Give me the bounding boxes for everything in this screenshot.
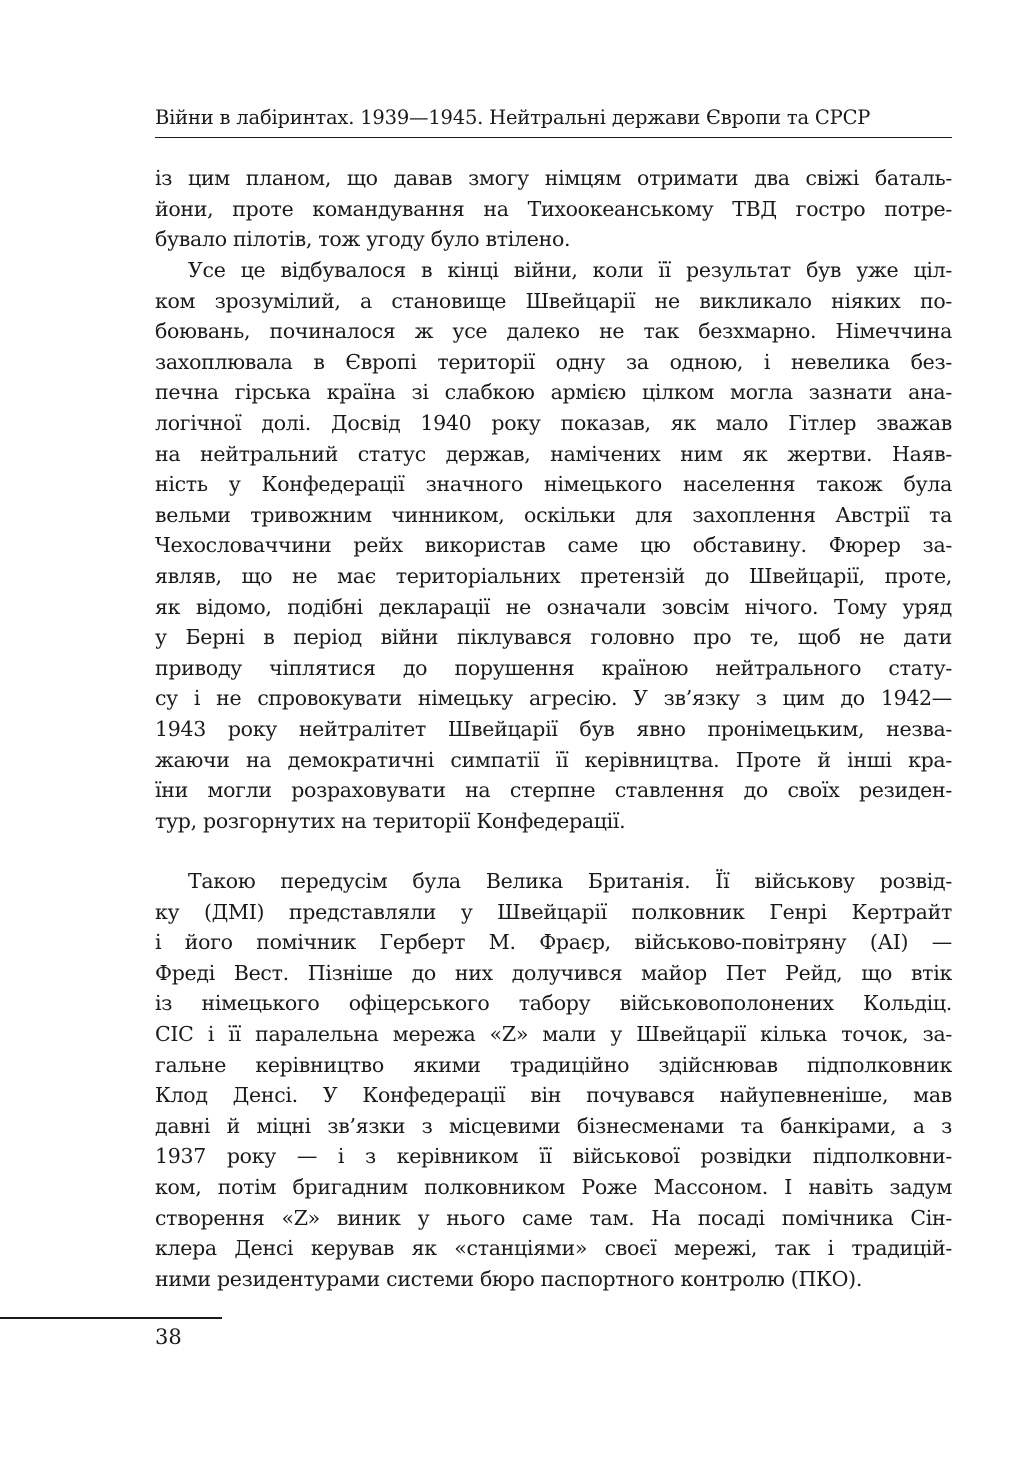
page-number: 38 bbox=[155, 1325, 182, 1349]
text-line: являв, що не має територіальних претензій до Швейцарії, проте, bbox=[155, 563, 952, 588]
paragraph-continuation bbox=[155, 163, 952, 255]
text-line: ком зрозумілий, а становище Швейцарії не викликало ніяких по- bbox=[155, 288, 952, 313]
text-line: із цим планом, що давав змогу німцям отримати два свіжі баталь- bbox=[155, 166, 952, 190]
text-line: давні й міцні зв’язки з місцевими бізнесменами та банкірами, а з bbox=[155, 1113, 952, 1138]
text-line: і його помічник Герберт М. Фраєр, військово-повітряну (АІ) — bbox=[155, 930, 952, 955]
text-line: як відомо, подібні декларації не означали зовсім нічого. Тому уряд bbox=[155, 594, 952, 619]
text-line: ком, потім бригадним полковником Роже Массоном. І навіть задум bbox=[155, 1174, 952, 1199]
text-line: гальне керівництво якими традиційно здійснював підполковник bbox=[155, 1052, 952, 1077]
paragraph-great-britain bbox=[155, 866, 952, 1294]
text-line: вельми тривожним чинником, оскільки для захоплення Австрії та bbox=[155, 502, 952, 527]
text-line: на нейтральний статус держав, намічених ним як жертви. Наяв- bbox=[155, 441, 952, 466]
paragraph-switzerland-neutrality bbox=[155, 255, 952, 836]
text-line: 1937 року — і з керівником її військової розвідки підполковни- bbox=[155, 1144, 952, 1169]
text-line: жаючи на демократичні симпатії її керівництва. Проте й інші кра- bbox=[155, 747, 952, 772]
text-line: йони, проте командування на Тихоокеанському ТВД гостро потре- bbox=[155, 196, 952, 221]
text-line: клера Денсі керував як «станціями» своєї мережі, так і традицій- bbox=[155, 1236, 952, 1261]
text-line: Чехословаччини рейх використав саме цю обставину. Фюрер за- bbox=[155, 533, 952, 558]
text-line: Усе це відбувалося в кінці війни, коли її результат був уже ціл- bbox=[188, 258, 952, 282]
text-line: ність у Конфедерації значного німецького населення також була bbox=[155, 472, 952, 497]
text-line: бувало пілотів, тож угоду було втілено. bbox=[155, 227, 571, 252]
text-line: СІС і її паралельна мережа «Z» мали у Швейцарії кілька точок, за- bbox=[155, 1021, 952, 1046]
text-line: Такою передусім була Велика Британія. Її військову розвід- bbox=[188, 869, 952, 893]
text-line: ними резидентурами системи бюро паспортного контролю (ПКО). bbox=[155, 1266, 863, 1291]
text-line: їни могли розраховувати на стерпне ставлення до своїх резиден- bbox=[155, 778, 952, 803]
text-line: логічної долі. Досвід 1940 року показав, як мало Гітлер зважав bbox=[155, 410, 952, 435]
text-line: Клод Денсі. У Конфедерації він почувався найупевненіше, мав bbox=[155, 1083, 952, 1108]
text-line: захоплювала в Європі території одну за одною, і невелика без- bbox=[155, 349, 952, 374]
footer-rule bbox=[0, 1317, 222, 1319]
text-line: створення «Z» виник у нього саме там. На посаді помічника Сін- bbox=[155, 1205, 952, 1230]
text-line: у Берні в період війни піклувався головно про те, щоб не дати bbox=[155, 625, 952, 650]
text-line: із німецького офіцерського табору військовополонених Кольдіц. bbox=[155, 991, 952, 1016]
text-line: Фреді Вест. Пізніше до них долучився майор Пет Рейд, що втік bbox=[155, 960, 952, 985]
text-line: тур, розгорнутих на території Конфедерації. bbox=[155, 808, 626, 833]
text-line: печна гірська країна зі слабкою армією цілком могла зазнати ана- bbox=[155, 380, 952, 405]
text-line: ку (ДМІ) представляли у Швейцарії полковник Генрі Кертрайт bbox=[155, 899, 952, 924]
header-rule bbox=[155, 137, 952, 138]
text-line: 1943 року нейтралітет Швейцарії був явно пронімецьким, незва- bbox=[155, 716, 952, 741]
text-line: приводу чіплятися до порушення країною нейтрального стату- bbox=[155, 655, 952, 680]
text-line: су і не спровокувати німецьку агресію. У зв’язку з цим до 1942— bbox=[155, 686, 952, 711]
running-header: Війни в лабіринтах. 1939—1945. Нейтральні держави Європи та СРСР bbox=[155, 106, 871, 129]
text-line: боювань, починалося ж усе далеко не так безхмарно. Німеччина bbox=[155, 319, 952, 344]
